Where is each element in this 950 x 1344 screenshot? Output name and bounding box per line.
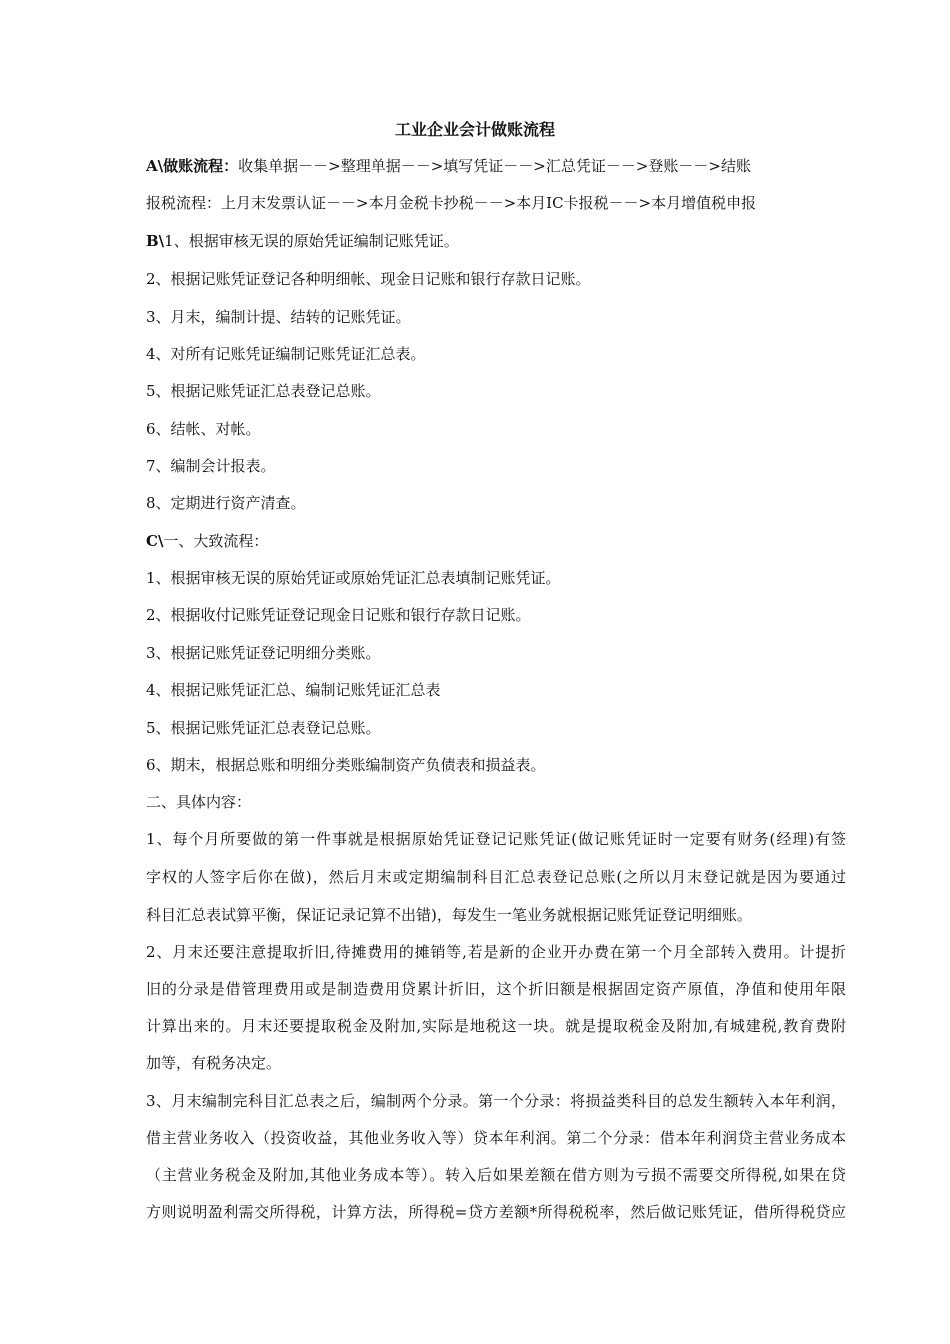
paragraph-3-line: （主营业务税金及附加,其他业务成本等）。转入后如果差额在借方则为亏损不需要交所得税,如果在贷 [146, 1166, 846, 1184]
flow-a-line [146, 155, 846, 177]
section-c-item: 2、根据收付记账凭证登记现金日记账和银行存款日记账。 [146, 606, 531, 624]
section-c-heading [146, 530, 846, 552]
section-c-item: 1、根据审核无误的原始凭证或原始凭证汇总表填制记账凭证。 [146, 569, 561, 587]
paragraph-3-line: 3、月末编制完科目汇总表之后，编制两个分录。第一个分录：将损益类科目的总发生额转入本年利润， [146, 1092, 846, 1110]
paragraph-3-line: 借主营业务收入（投资收益，其他业务收入等）贷本年利润。第二个分录：借本年利润贷主营业务成本 [146, 1129, 846, 1147]
tax-flow-line: 报税流程：上月末发票认证－－>本月金税卡抄税－－>本月IC卡报税－－>本月增值税申报 [146, 194, 757, 212]
paragraph-3-line: 方则说明盈利需交所得税，计算方法，所得税=贷方差额*所得税税率，然后做记账凭证，借所得税贷应 [146, 1203, 846, 1221]
paragraph-1-line: 字权的人签字后你在做)，然后月末或定期编制科目汇总表登记总账(之所以月末登记就是因为要通过 [146, 868, 846, 886]
paragraph-2-line: 计算出来的。月末还要提取税金及附加,实际是地税这一块。就是提取税金及附加,有城建税,教育费附 [146, 1017, 846, 1035]
section-c-label: C\ [146, 532, 164, 550]
section-b-item: 3、月末，编制计提、结转的记账凭证。 [146, 308, 411, 326]
section-b-item: 5、根据记账凭证汇总表登记总账。 [146, 382, 381, 400]
paragraph-2-line: 旧的分录是借管理费用或是制造费用贷累计折旧，这个折旧额是根据固定资产原值，净值和使用年限 [146, 980, 846, 998]
flow-a-label: A\做账流程： [146, 157, 239, 175]
section-c-heading-text: 一、大致流程： [163, 532, 269, 550]
section-b-item: 6、结帐、对帐。 [146, 420, 261, 438]
flow-a-text: 收集单据－－>整理单据－－>填写凭证－－>汇总凭证－－>登账－－>结账 [238, 157, 751, 175]
section-c-item: 5、根据记账凭证汇总表登记总账。 [146, 719, 381, 737]
section-b-item [146, 230, 846, 252]
section-b-item: 2、根据记账凭证登记各种明细帐、现金日记账和银行存款日记账。 [146, 270, 591, 288]
section-c-item: 3、根据记账凭证登记明细分类账。 [146, 644, 381, 662]
section-c-item: 6、期末，根据总账和明细分类账编制资产负债表和损益表。 [146, 756, 546, 774]
paragraph-2-line: 2、月末还要注意提取折旧,待摊费用的摊销等,若是新的企业开办费在第一个月全部转入费用。计提折 [146, 943, 846, 961]
section-b-item-text: 1、根据审核无误的原始凭证编制记账凭证。 [164, 232, 459, 250]
section-c-heading-2: 二、具体内容： [146, 793, 252, 811]
document-title: 工业企业会计做账流程 [394, 120, 555, 139]
section-b-item: 7、编制会计报表。 [146, 457, 276, 475]
paragraph-2-line: 加等，有税务决定。 [146, 1054, 282, 1072]
section-c-item: 4、根据记账凭证汇总、编制记账凭证汇总表 [146, 681, 441, 699]
paragraph-1-line: 1、每个月所要做的第一件事就是根据原始凭证登记记账凭证(做记账凭证时一定要有财务(经理)有签 [146, 830, 846, 848]
section-b-item: 8、定期进行资产清查。 [146, 494, 306, 512]
section-b-item: 4、对所有记账凭证编制记账凭证汇总表。 [146, 345, 426, 363]
section-b-label: B\ [146, 232, 165, 250]
paragraph-1-line: 科目汇总表试算平衡，保证记录记算不出错)，每发生一笔业务就根据记账凭证登记明细账。 [146, 906, 752, 924]
